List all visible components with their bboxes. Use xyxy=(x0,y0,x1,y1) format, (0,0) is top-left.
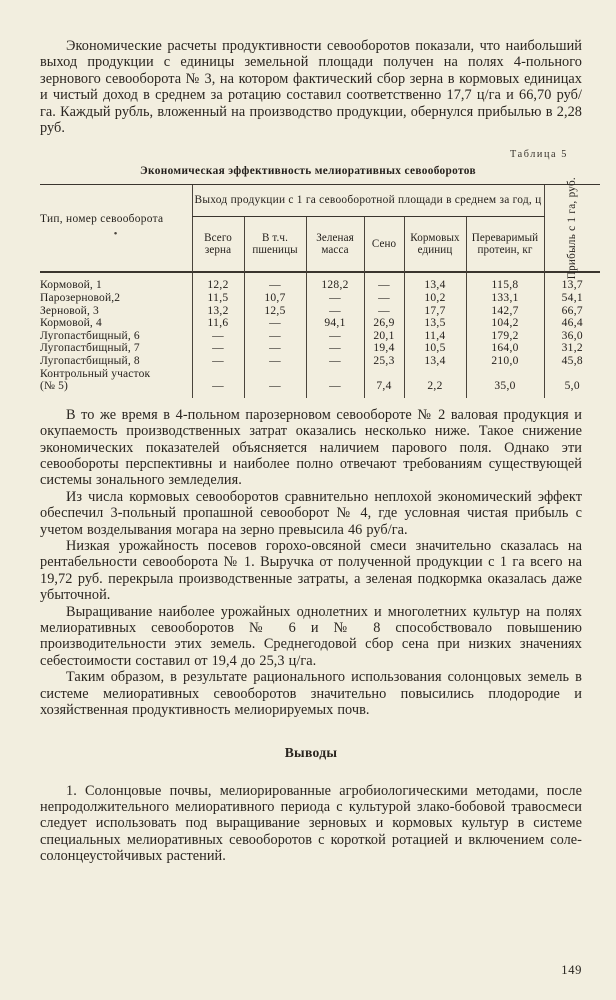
header-profit-col xyxy=(544,177,600,280)
intro-paragraph: Экономические расчеты продуктивности севооборотов показали, что наибольший выход продукции с единицы земельной площади получен на полях 4-польного зернового севооборота № 3, на котором фактический сбор зерна в кормовых единицах и чистый доход в среднем за ротацию составил соответственно 17,7 ц/га и 66,70 руб/га. Каждый рубль, вложенный на производство продукции, обернулся прибылью в 2,28 руб. xyxy=(40,38,582,137)
page-number: 149 xyxy=(561,963,582,977)
spacer-cell xyxy=(244,368,306,381)
conclusions-heading: Выводы xyxy=(284,744,338,760)
cell-hay: 25,3 xyxy=(364,355,404,368)
row-label: Парозерновой,2 xyxy=(40,292,121,305)
header-type-col-mark: • xyxy=(113,228,118,241)
body-paragraph-3: Низкая урожайность посевов горохо-овсяной смеси значительно сказалась на рентабельности севооборота № 1. Выручка от полученной продукции с 1 га всего на 19,72 руб. перекрыла производственные затраты, а зеленая подкормка оказалась даже убыточной. xyxy=(40,538,582,604)
cell-protein: 164,0 xyxy=(466,342,544,355)
table-row xyxy=(40,279,600,292)
cell-total-grain: — xyxy=(192,342,244,355)
table-head xyxy=(40,177,600,280)
row-label: Лугопастбищный, 8 xyxy=(40,355,140,367)
row-label: Лугопастбищный, 6 xyxy=(40,329,140,342)
table-row xyxy=(40,305,600,318)
spacer-cell xyxy=(306,368,364,381)
row-label: Кормовой, 4 xyxy=(40,317,102,330)
cell-wheat: 12,5 xyxy=(244,305,306,318)
layout-gap xyxy=(40,719,582,745)
cell-green-mass: 128,2 xyxy=(306,279,364,292)
table-number-label: Таблица 5 xyxy=(510,149,568,161)
row-label: Зерновой, 3 xyxy=(40,304,99,317)
cell-protein: 35,0 xyxy=(466,380,544,398)
cell-green-mass: — xyxy=(306,305,364,318)
cell-feed-units: 10,5 xyxy=(404,342,466,355)
table-body xyxy=(40,273,600,398)
cell-hay: — xyxy=(364,305,404,318)
cell-profit: 45,8 xyxy=(544,355,600,368)
cell-green-mass: 94,1 xyxy=(306,317,364,330)
cell-profit: 31,2 xyxy=(544,342,600,355)
cell-hay: — xyxy=(364,292,404,305)
cell-wheat: — xyxy=(244,355,306,368)
cell-total-grain: — xyxy=(192,355,244,368)
cell-total-grain: 13,2 xyxy=(192,305,244,318)
table-row xyxy=(40,317,600,330)
header-output-group: Выход продукции с 1 га севооборотной площади в среднем за год, ц xyxy=(192,185,544,216)
spacer-cell xyxy=(192,368,244,381)
cell-protein: 142,7 xyxy=(466,305,544,318)
spacer-cell xyxy=(404,368,466,381)
cell-feed-units: 10,2 xyxy=(404,292,466,305)
table-row xyxy=(40,342,600,355)
header-green-mass: Зеленая масса xyxy=(306,216,364,272)
body-paragraph-5: Таким образом, в результате рационального использования солонцовых земель в системе мелиоративных севооборотов значительно повысились плодородие и хозяйственная продуктивность мелиорируемых почв. xyxy=(40,669,582,719)
spacer-cell xyxy=(364,368,404,381)
cell-wheat: 10,7 xyxy=(244,292,306,305)
header-total-grain: Всего зерна xyxy=(192,216,244,272)
header-wheat: В т.ч. пшеницы xyxy=(244,216,306,272)
cell-wheat: — xyxy=(244,317,306,330)
cell-hay: 20,1 xyxy=(364,330,404,343)
cell-feed-units: 13,5 xyxy=(404,317,466,330)
header-type-col-label: Тип, номер севооборота xyxy=(40,213,164,226)
cell-profit: 66,7 xyxy=(544,305,600,318)
table-row xyxy=(40,330,600,343)
cell-hay: 7,4 xyxy=(364,380,404,398)
body-paragraph-2: Из числа кормовых севооборотов сравнительно неплохой экономический эффект обеспечил 3-польный пропашной севооборот № 4, где условная чистая прибыль с учетом возделывания могара на зерно превысила 46 руб/га. xyxy=(40,488,582,538)
cell-protein: 179,2 xyxy=(466,330,544,343)
table-title: Экономическая эффективность мелиоративных севооборотов xyxy=(140,165,476,178)
cell-protein: 210,0 xyxy=(466,355,544,368)
cell-profit: 46,4 xyxy=(544,317,600,330)
cell-profit: 13,7 xyxy=(544,279,600,292)
cell-wheat: — xyxy=(244,380,306,398)
cell-wheat: — xyxy=(244,342,306,355)
conclusion-item-1: 1. Солонцовые почвы, мелиорированные агробиологическими методами, после непродолжительного мелиоративного периода с культурой злако-бобовой травосмеси следует использовать под выращивание зерновых и кормовых культур в системе специальных мелиоративных севооборотов с короткой ротацией и включением соле-солонцеустойчивых растений. xyxy=(40,782,582,865)
cell-hay: 26,9 xyxy=(364,317,404,330)
cell-feed-units: 2,2 xyxy=(404,380,466,398)
cell-hay: — xyxy=(364,279,404,292)
cell-protein: 133,1 xyxy=(466,292,544,305)
row-label-control-line1: Контрольный участок xyxy=(40,367,151,380)
table-row xyxy=(40,355,600,368)
cell-wheat: — xyxy=(244,279,306,292)
cell-feed-units: 13,4 xyxy=(404,279,466,292)
header-hay: Сено xyxy=(364,216,404,272)
header-digestible-protein: Переваримый протеин, кг xyxy=(466,216,544,272)
layout-gap xyxy=(40,398,582,407)
cell-profit: 5,0 xyxy=(544,380,600,398)
cell-protein: 115,8 xyxy=(466,279,544,292)
row-label-control-line2: (№ 5) xyxy=(40,380,69,393)
table-row-control-line1 xyxy=(40,368,600,381)
cell-green-mass: — xyxy=(306,380,364,398)
cell-total-grain: 11,5 xyxy=(192,292,244,305)
cell-feed-units: 11,4 xyxy=(404,330,466,343)
cell-total-grain: 11,6 xyxy=(192,317,244,330)
header-profit-label: Прибыль с 1 га, руб. xyxy=(565,177,578,280)
cell-profit: 54,1 xyxy=(544,292,600,305)
cell-total-grain: — xyxy=(192,330,244,343)
header-feed-units: Кормовых единиц xyxy=(404,216,466,272)
cell-wheat: — xyxy=(244,330,306,343)
table-row xyxy=(40,292,600,305)
cell-feed-units: 13,4 xyxy=(404,355,466,368)
cell-protein: 104,2 xyxy=(466,317,544,330)
row-label: Лугопастбищный, 7 xyxy=(40,342,140,355)
cell-total-grain: 12,2 xyxy=(192,279,244,292)
cell-feed-units: 17,7 xyxy=(404,305,466,318)
cell-profit: 36,0 xyxy=(544,330,600,343)
header-type-col xyxy=(40,185,192,272)
table-row-control-line2 xyxy=(40,380,600,398)
table-header-row-group xyxy=(40,185,600,216)
header-profit-vertical-wrap xyxy=(545,177,601,280)
cell-hay: 19,4 xyxy=(364,342,404,355)
body-paragraph-1: В то же время в 4-польном парозерновом севообороте № 2 валовая продукция и окупаемость производственных затрат оказались несколько ниже. Такое снижение экономических показателей объясняется наличием парового поля. Однако эти севообороты перспективны и наиболее полно отвечают требованиям существующей системы зонального земледелия. xyxy=(40,406,582,489)
row-label: Кормовой, 1 xyxy=(40,279,102,292)
spacer-cell xyxy=(544,368,600,381)
cell-green-mass: — xyxy=(306,342,364,355)
cell-green-mass: — xyxy=(306,292,364,305)
body-paragraph-4: Выращивание наиболее урожайных однолетних и многолетних культур на полях мелиоративных севооборотов № 6 и № 8 способствовало повышению производительности этих земель. Среднегодовой сбор сена при низких значениях себестоимости составил от 19,4 до 25,3 ц/га. xyxy=(40,603,582,669)
cell-total-grain: — xyxy=(192,380,244,398)
cell-green-mass: — xyxy=(306,355,364,368)
layout-gap xyxy=(40,761,582,783)
cell-green-mass: — xyxy=(306,330,364,343)
economic-efficiency-table xyxy=(40,177,600,397)
spacer-cell xyxy=(466,368,544,381)
